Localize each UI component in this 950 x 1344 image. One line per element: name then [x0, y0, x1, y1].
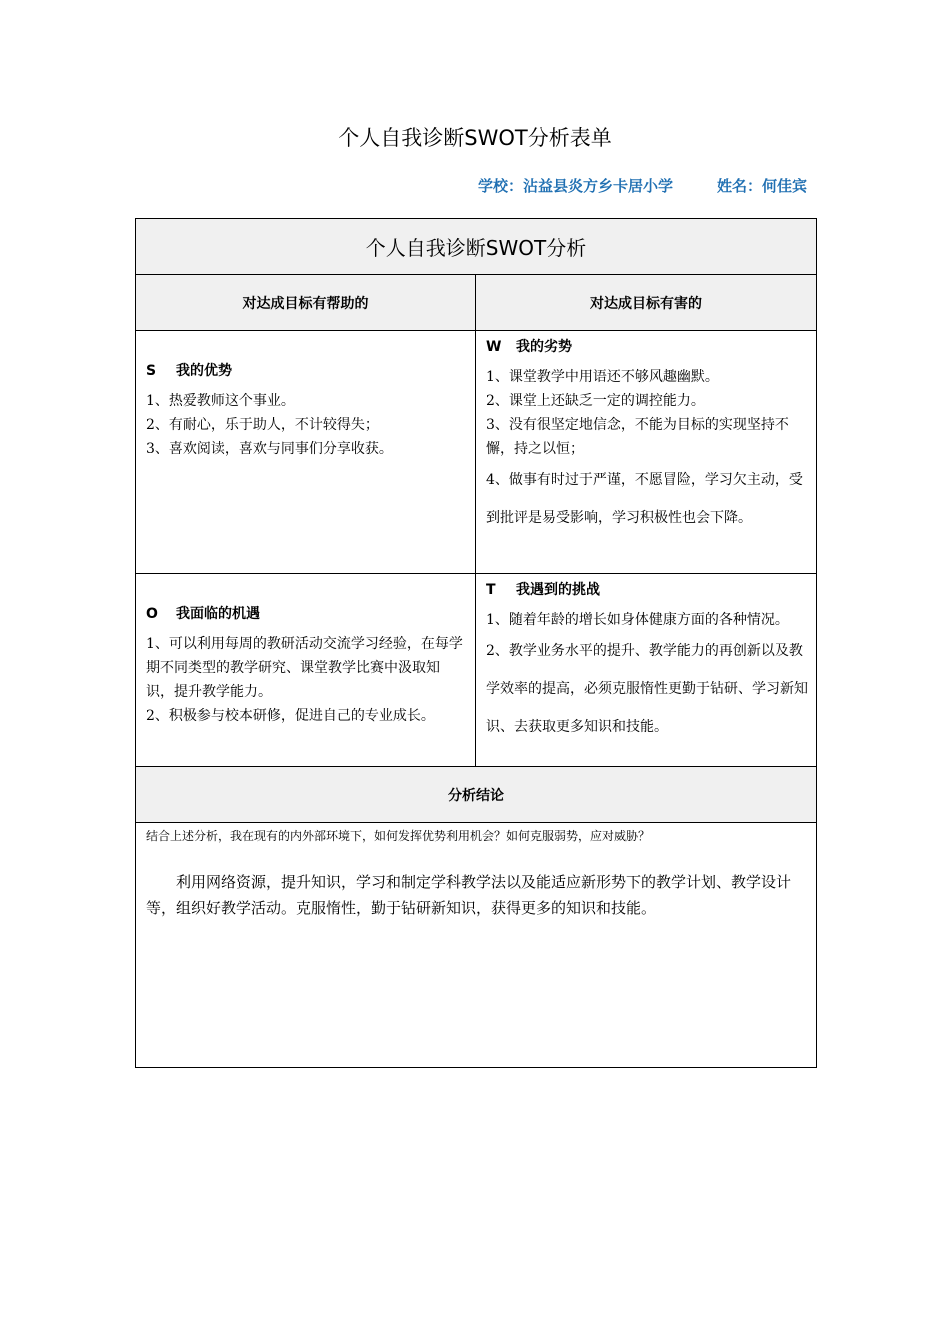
list-item: 2、教学业务水平的提升、教学能力的再创新以及教学效率的提高，必须克服惰性更勤于钻研、学习新知识、去获取更多知识和技能。 — [486, 643, 808, 735]
column-harmful: 对达成目标有害的 — [476, 275, 817, 331]
conclusion-cell — [136, 823, 817, 1068]
page-title: 个人自我诊断SWOT分析表单 — [338, 126, 612, 150]
list-item: 2、积极参与校本研修，促进自己的专业成长。 — [146, 708, 435, 724]
conclusion-header: 分析结论 — [136, 767, 817, 823]
list-item: 2、有耐心，乐于助人，不计较得失； — [146, 417, 379, 433]
list-item: 4、做事有时过于严谨，不愿冒险，学习欠主动，受到批评是易受影响，学习积极性也会下降。 — [486, 472, 803, 526]
swot-table — [135, 218, 817, 1068]
threats-heading: T 我遇到的挑战 — [486, 582, 600, 598]
opportunities-heading: O 我面临的机遇 — [146, 606, 260, 622]
list-item: 3、没有很坚定地信念，不能为目标的实现坚持不懈，持之以恒； — [486, 417, 789, 457]
weaknesses-cell — [476, 331, 817, 574]
name-label: 姓名：何佳宾 — [716, 177, 807, 195]
threats-cell — [476, 574, 817, 767]
weaknesses-heading: W 我的劣势 — [486, 339, 572, 355]
list-item: 1、热爱教师这个事业。 — [146, 393, 295, 409]
list-item: 3、喜欢阅读，喜欢与同事们分享收获。 — [146, 441, 393, 457]
meta-line — [478, 175, 807, 196]
list-item: 1、随着年龄的增长如身体健康方面的各种情况。 — [486, 612, 789, 628]
strengths-heading: S 我的优势 — [146, 363, 232, 379]
conclusion-question: 结合上述分析，我在现有的内外部环境下，如何发挥优势利用机会？如何克服弱势，应对威胁？ — [146, 829, 651, 843]
list-item: 1、课堂教学中用语还不够风趣幽默。 — [486, 369, 719, 385]
opportunities-cell — [136, 574, 476, 767]
column-helpful: 对达成目标有帮助的 — [136, 275, 476, 331]
list-item: 1、可以利用每周的教研活动交流学习经验，在每学期不同类型的教学研究、课堂教学比赛中汲取知识，提升教学能力。 — [146, 636, 463, 700]
strengths-cell — [136, 331, 476, 574]
list-item: 2、课堂上还缺乏一定的调控能力。 — [486, 393, 705, 409]
conclusion-answer: 利用网络资源，提升知识，学习和制定学科教学法以及能适应新形势下的教学计划、教学设计等，组织好教学活动。克服惰性，勤于钻研新知识，获得更多的知识和技能。 — [146, 873, 792, 917]
school-label: 学校：沾益县炎方乡卡居小学 — [477, 177, 673, 195]
table-header: 个人自我诊断SWOT分析 — [136, 219, 817, 275]
